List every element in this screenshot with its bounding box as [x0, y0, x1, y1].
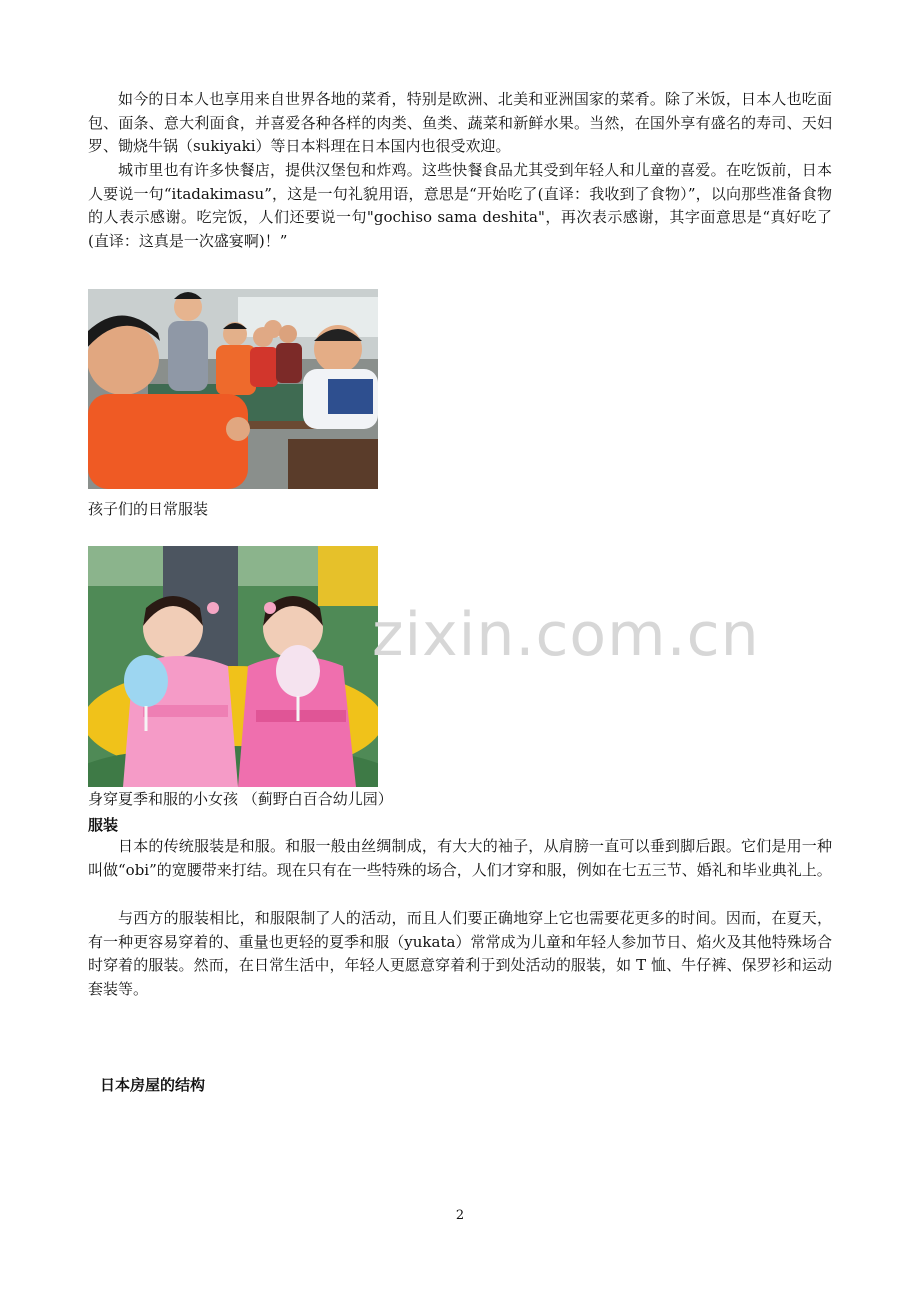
paragraph-fast-food: 城市里也有许多快餐店，提供汉堡包和炸鸡。这些快餐食品尤其受到年轻人和儿童的喜爱。在吃饭前，日本人要说一句“itadakimasu”，这是一句礼貌用语，意思是“开始吃了(直译：我收到了食物）”，以向那些准备食物的人表示感谢。吃完饭，人们还要说一句"gochiso sama deshita"，再次表示感谢，其字面意思是“真好吃了(直译：这真是一次盛宴啊)！” [88, 161, 832, 250]
caption-children-clothing: 孩子们的日常服装 [88, 500, 209, 518]
section-heading-clothing: 服装 [88, 816, 119, 834]
watermark: zixin.com.cn [372, 600, 760, 670]
caption-girls-yukata: 身穿夏季和服的小女孩 （蓟野白百合幼儿园） [88, 790, 393, 808]
section-heading-housing: 日本房屋的结构 [100, 1076, 206, 1094]
girls-yukata-illustration [88, 546, 378, 787]
page-number: 2 [455, 1208, 465, 1223]
photo-girls-yukata [88, 546, 378, 787]
paragraph-food-world: 如今的日本人也享用来自世界各地的菜肴，特别是欧洲、北美和亚洲国家的菜肴。除了米饭，日本人也吃面包、面条、意大利面食，并喜爱各种各样的肉类、鱼类、蔬菜和新鲜水果。当然，在国外享有盛名的寿司、天妇罗、锄烧牛锅（sukiyaki）等日本料理在日本国内也很受欢迎。 [88, 90, 832, 155]
paragraph-yukata: 与西方的服装相比，和服限制了人的活动，而且人们要正确地穿上它也需要花更多的时间。因而，在夏天，有一种更容易穿着的、重量也更轻的夏季和服（yukata）常常成为儿童和年轻人参加节日、焰火及其他特殊场合时穿着的服装。然而，在日常生活中，年轻人更愿意穿着利于到处活动的服装，如 T 恤、牛仔裤、保罗衫和运动套装等。 [88, 909, 832, 998]
paragraph-kimono: 日本的传统服装是和服。和服一般由丝绸制成，有大大的袖子，从肩膀一直可以垂到脚后跟。它们是用一种叫做“obi”的宽腰带来打结。现在只有在一些特殊的场合，人们才穿和服，例如在七五三节、婚礼和毕业典礼上。 [88, 837, 832, 879]
photo-children-classroom [88, 289, 378, 489]
children-classroom-illustration [88, 289, 378, 489]
